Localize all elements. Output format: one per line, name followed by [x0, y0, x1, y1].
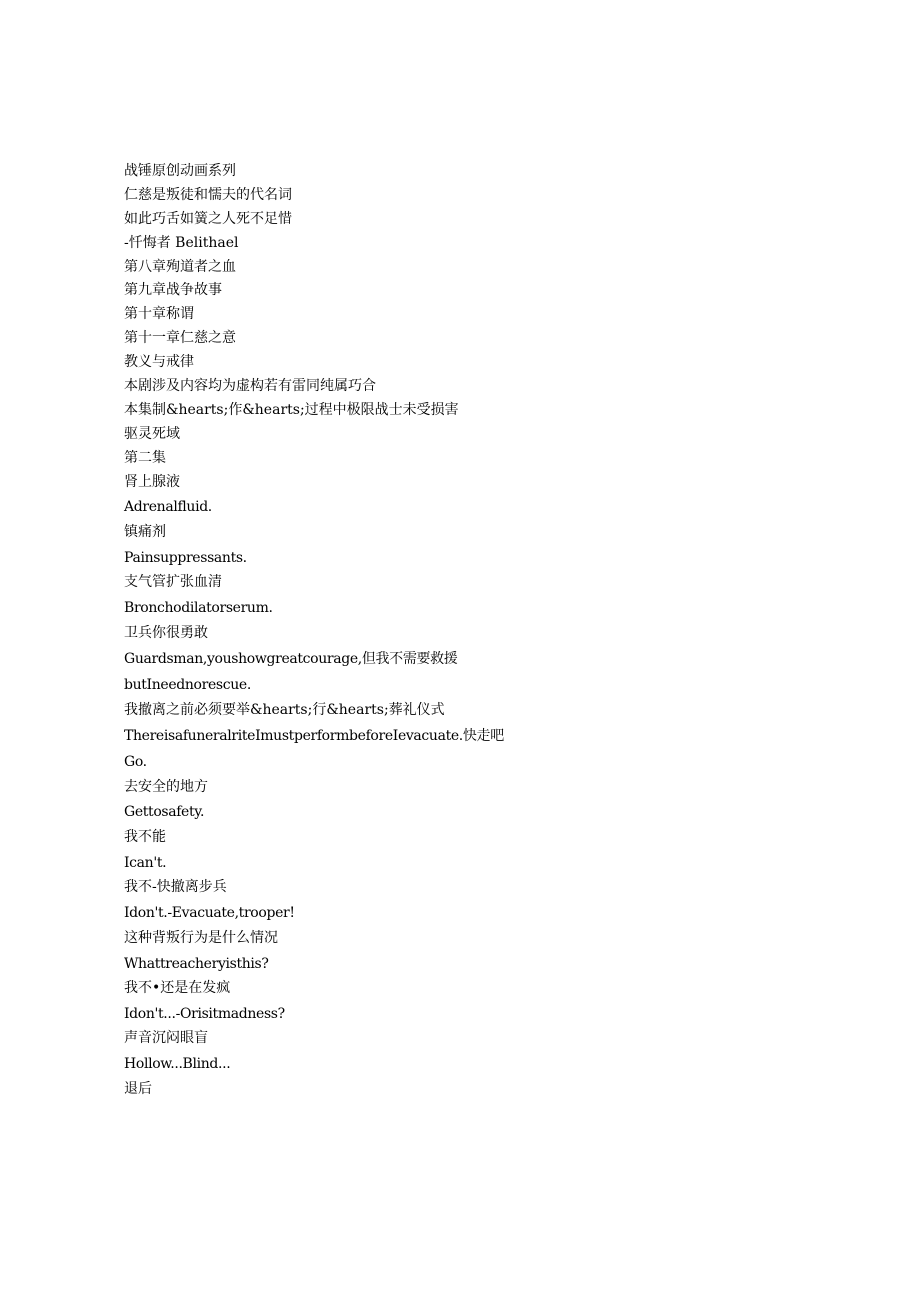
subtitle-en: Guardsman,youshowgreatcourage,但我不需要救援: [124, 650, 458, 667]
subtitle-en: Gettosafety.: [124, 804, 205, 821]
subtitle-en: Painsuppressants.: [124, 549, 247, 566]
subtitle-en: Bronchodilatorserum.: [124, 600, 273, 617]
document-body: [124, 160, 824, 1102]
chapter-title: 第八章殉道者之血: [124, 258, 236, 275]
subtitle-zh: 声音沉闷眼盲: [124, 1030, 208, 1047]
quote-attribution: -忏悔者 Belithael: [124, 234, 239, 251]
subtitle-zh: 镇痛剂: [124, 523, 166, 540]
quote-line: 如此巧舌如簧之人死不足惜: [124, 210, 292, 227]
section-title: 教义与戒律: [124, 354, 194, 371]
quote-line: 仁慈是叛徒和懦夫的代名词: [124, 186, 292, 203]
disclaimer-line: 本剧涉及内容均为虚构若有雷同纯属巧合: [124, 378, 376, 395]
chapter-title: 第十章称谓: [124, 306, 194, 323]
disclaimer-line: 本集制&hearts;作&hearts;过程中极限战士未受损害: [124, 401, 459, 418]
episode-title: 驱灵死域: [124, 425, 180, 442]
subtitle-en: Whattreacheryisthis?: [124, 955, 269, 972]
subtitle-zh: 这种背叛行为是什么情况: [124, 929, 278, 946]
subtitle-en: Go.: [124, 754, 147, 771]
chapter-title: 第九章战争故事: [124, 282, 222, 299]
subtitle-zh: 我撤离之前必须要举&hearts;行&hearts;葬礼仪式: [124, 701, 445, 718]
subtitle-zh: 我不•还是在发疯: [124, 980, 231, 997]
subtitle-zh: 肾上腺液: [124, 473, 180, 490]
subtitle-en: Hollow...Blind...: [124, 1056, 231, 1073]
subtitle-zh: 我不能: [124, 828, 166, 845]
subtitle-en: Ican't.: [124, 854, 167, 871]
subtitle-en: Idon't...-Orisitmadness?: [124, 1005, 285, 1022]
subtitle-zh: 卫兵你很勇敢: [124, 624, 208, 641]
subtitle-zh: 支气管扩张血清: [124, 574, 222, 591]
subtitle-zh: 去安全的地方: [124, 778, 208, 795]
episode-number: 第二集: [124, 449, 166, 466]
chapter-title: 第十一章仁慈之意: [124, 330, 236, 347]
subtitle-en: butIneednorescue.: [124, 677, 251, 694]
subtitle-en: Adrenalfluid.: [124, 499, 212, 516]
subtitle-zh: 我不-快撤离步兵: [124, 879, 227, 896]
series-title: 战锤原创动画系列: [124, 163, 236, 179]
subtitle-en: Idon't.-Evacuate,trooper!: [124, 905, 295, 922]
subtitle-en: ThereisafuneralriteImustperformbeforeIevacuate.快走吧: [124, 727, 504, 744]
subtitle-zh: 退后: [124, 1080, 152, 1097]
